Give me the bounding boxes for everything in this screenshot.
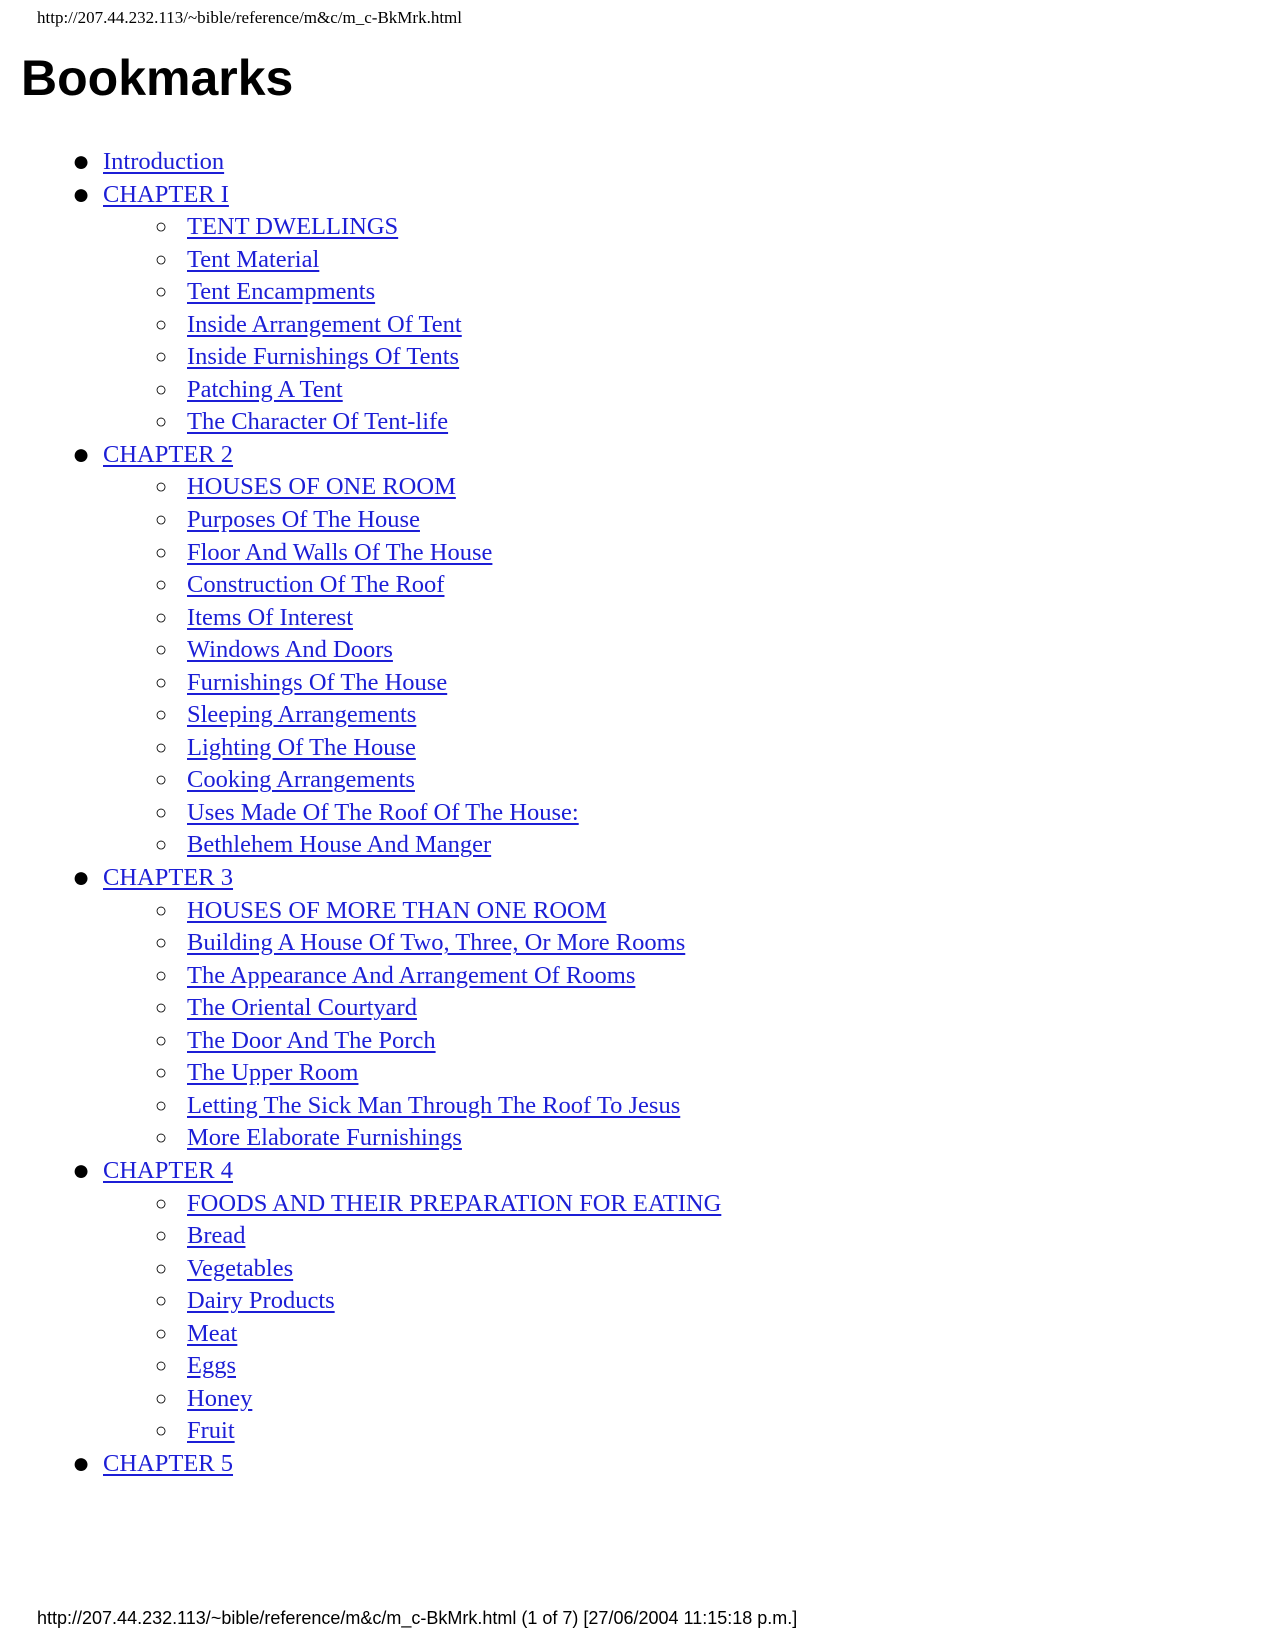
bookmark-subitem — [0, 634, 1275, 667]
page-title: Bookmarks — [21, 50, 294, 106]
hollow-bullet-icon: ○ — [155, 476, 168, 499]
bookmark-subitem — [0, 1057, 1275, 1090]
bookmark-subitem — [0, 1090, 1275, 1123]
hollow-bullet-icon: ○ — [155, 216, 168, 239]
bookmark-subitem — [0, 537, 1275, 570]
hollow-bullet-icon: ○ — [155, 1062, 168, 1085]
hollow-bullet-icon: ○ — [155, 639, 168, 662]
hollow-bullet-icon: ○ — [155, 671, 168, 694]
bookmark-subitem — [0, 960, 1275, 993]
bookmark-chapter-item — [0, 439, 1275, 472]
bookmark-subitem — [0, 374, 1275, 407]
hollow-bullet-icon: ○ — [155, 1094, 168, 1117]
bookmark-subitem — [0, 1318, 1275, 1351]
bookmark-subitem — [0, 341, 1275, 374]
hollow-bullet-icon: ○ — [155, 932, 168, 955]
bookmark-link[interactable]: Inside Furnishings Of Tents — [187, 343, 460, 371]
hollow-bullet-icon: ○ — [155, 769, 168, 792]
bookmark-link[interactable]: Dairy Products — [187, 1287, 335, 1315]
bookmark-link[interactable]: Tent Encampments — [187, 278, 376, 306]
hollow-bullet-icon: ○ — [155, 1420, 168, 1443]
bookmarks-list — [0, 146, 1275, 1480]
bookmark-subitem — [0, 244, 1275, 277]
bookmark-subitem — [0, 1383, 1275, 1416]
hollow-bullet-icon: ○ — [155, 736, 168, 759]
bookmark-chapter-item — [0, 1448, 1275, 1481]
hollow-bullet-icon: ○ — [155, 1387, 168, 1410]
hollow-bullet-icon: ○ — [155, 541, 168, 564]
bookmark-subitem — [0, 1220, 1275, 1253]
bookmark-chapter-item — [0, 862, 1275, 895]
bookmark-link[interactable]: Construction Of The Roof — [187, 571, 445, 599]
bookmark-subitem — [0, 1285, 1275, 1318]
filled-bullet-icon: ● — [72, 145, 91, 178]
filled-bullet-icon: ● — [72, 1446, 91, 1480]
bookmark-link[interactable]: Cooking Arrangements — [187, 766, 415, 794]
bookmark-link[interactable]: Inside Arrangement Of Tent — [187, 310, 462, 338]
bookmark-link[interactable]: CHAPTER 5 — [103, 1449, 234, 1477]
bookmark-subitem — [0, 276, 1275, 309]
bookmark-link[interactable]: HOUSES OF ONE ROOM — [187, 473, 456, 501]
bookmark-link[interactable]: Patching A Tent — [187, 375, 343, 403]
hollow-bullet-icon: ○ — [155, 801, 168, 824]
hollow-bullet-icon: ○ — [155, 378, 168, 401]
bookmark-link[interactable]: CHAPTER 4 — [103, 1156, 234, 1184]
hollow-bullet-icon: ○ — [155, 997, 168, 1020]
hollow-bullet-icon: ○ — [155, 509, 168, 532]
bookmark-chapter-item — [0, 1155, 1275, 1188]
bookmark-link[interactable]: CHAPTER I — [103, 180, 229, 208]
hollow-bullet-icon: ○ — [155, 411, 168, 434]
bookmark-subitem — [0, 764, 1275, 797]
hollow-bullet-icon: ○ — [155, 899, 168, 922]
bookmark-link[interactable]: Sleeping Arrangements — [187, 701, 417, 729]
bookmark-link[interactable]: Letting The Sick Man Through The Roof To Jesus — [187, 1091, 681, 1119]
bookmark-subitem — [0, 471, 1275, 504]
print-header-url: http://207.44.232.113/~bible/reference/m&c/m_c-BkMrk.html — [37, 8, 462, 27]
hollow-bullet-icon: ○ — [155, 346, 168, 369]
hollow-bullet-icon: ○ — [155, 574, 168, 597]
bookmark-link[interactable]: The Character Of Tent-life — [187, 408, 449, 436]
bookmark-subitem — [0, 406, 1275, 439]
bookmark-link[interactable]: Uses Made Of The Roof Of The House: — [187, 798, 579, 826]
bookmark-subitem — [0, 211, 1275, 244]
bookmark-subitem — [0, 829, 1275, 862]
bookmark-subitem — [0, 1025, 1275, 1058]
bookmark-link[interactable]: CHAPTER 3 — [103, 864, 234, 892]
bookmark-link[interactable]: Furnishings Of The House — [187, 668, 448, 696]
bookmark-subitem — [0, 309, 1275, 342]
hollow-bullet-icon: ○ — [155, 704, 168, 727]
filled-bullet-icon: ● — [72, 861, 91, 895]
hollow-bullet-icon: ○ — [155, 313, 168, 336]
hollow-bullet-icon: ○ — [155, 1257, 168, 1280]
bookmark-subitem — [0, 992, 1275, 1025]
hollow-bullet-icon: ○ — [155, 1225, 168, 1248]
bookmark-link[interactable]: Lighting Of The House — [187, 733, 416, 761]
bookmark-subitem — [0, 1350, 1275, 1383]
bookmark-link[interactable]: The Appearance And Arrangement Of Rooms — [187, 961, 636, 989]
hollow-bullet-icon: ○ — [155, 1322, 168, 1345]
bookmark-link[interactable]: TENT DWELLINGS — [187, 213, 399, 241]
hollow-bullet-icon: ○ — [155, 281, 168, 304]
bookmark-subitem — [0, 602, 1275, 635]
bookmark-link[interactable]: Bread — [187, 1222, 246, 1250]
bookmark-subitem — [0, 1122, 1275, 1155]
filled-bullet-icon: ● — [72, 177, 91, 211]
bookmark-subitem — [0, 1188, 1275, 1221]
bookmark-link[interactable]: Purposes Of The House — [187, 506, 420, 534]
bookmark-subitem — [0, 667, 1275, 700]
bookmark-link[interactable]: Floor And Walls Of The House — [187, 538, 493, 566]
bookmark-link[interactable]: CHAPTER 2 — [103, 440, 234, 468]
hollow-bullet-icon: ○ — [155, 1029, 168, 1052]
bookmark-subitem — [0, 504, 1275, 537]
filled-bullet-icon: ● — [72, 437, 91, 471]
hollow-bullet-icon: ○ — [155, 248, 168, 271]
bookmark-link[interactable]: Tent Material — [187, 245, 320, 273]
bookmark-link[interactable]: The Upper Room — [187, 1059, 359, 1087]
bookmark-chapter-item — [0, 146, 1275, 179]
bookmark-link[interactable]: Items Of Interest — [187, 603, 353, 631]
bookmark-subitem — [0, 569, 1275, 602]
hollow-bullet-icon: ○ — [155, 606, 168, 629]
print-footer: http://207.44.232.113/~bible/reference/m&c/m_c-BkMrk.html (1 of 7) [27/06/2004 11:15:18 p.m.] — [37, 1608, 798, 1628]
bookmark-link[interactable]: FOODS AND THEIR PREPARATION FOR EATING — [187, 1189, 722, 1217]
bookmark-subitem — [0, 699, 1275, 732]
bookmark-link[interactable]: Introduction — [103, 148, 225, 175]
bookmark-subitem — [0, 927, 1275, 960]
bookmark-link[interactable]: Building A House Of Two, Three, Or More Rooms — [187, 929, 686, 957]
hollow-bullet-icon: ○ — [155, 964, 168, 987]
bookmark-link[interactable]: Meat — [187, 1319, 238, 1347]
hollow-bullet-icon: ○ — [155, 1290, 168, 1313]
bookmark-subitem — [0, 797, 1275, 830]
bookmark-link[interactable]: HOUSES OF MORE THAN ONE ROOM — [187, 896, 607, 924]
bookmark-link[interactable]: The Door And The Porch — [187, 1026, 436, 1054]
hollow-bullet-icon: ○ — [155, 1355, 168, 1378]
bookmark-chapter-item — [0, 179, 1275, 212]
bookmark-subitem — [0, 1253, 1275, 1286]
bookmark-link[interactable]: More Elaborate Furnishings — [187, 1124, 462, 1152]
bookmark-link[interactable]: Vegetables — [187, 1254, 294, 1282]
bookmark-link[interactable]: Eggs — [187, 1352, 236, 1380]
filled-bullet-icon: ● — [72, 1153, 91, 1187]
bookmark-link[interactable]: The Oriental Courtyard — [187, 994, 417, 1022]
bookmark-subitem — [0, 895, 1275, 928]
hollow-bullet-icon: ○ — [155, 834, 168, 857]
bookmark-subitem — [0, 1415, 1275, 1448]
bookmark-link[interactable]: Honey — [187, 1384, 253, 1412]
bookmark-link[interactable]: Bethlehem House And Manger — [187, 831, 492, 859]
bookmark-subitem — [0, 732, 1275, 765]
hollow-bullet-icon: ○ — [155, 1192, 168, 1215]
hollow-bullet-icon: ○ — [155, 1127, 168, 1150]
bookmark-link[interactable]: Windows And Doors — [187, 636, 393, 664]
bookmark-link[interactable]: Fruit — [187, 1417, 235, 1445]
